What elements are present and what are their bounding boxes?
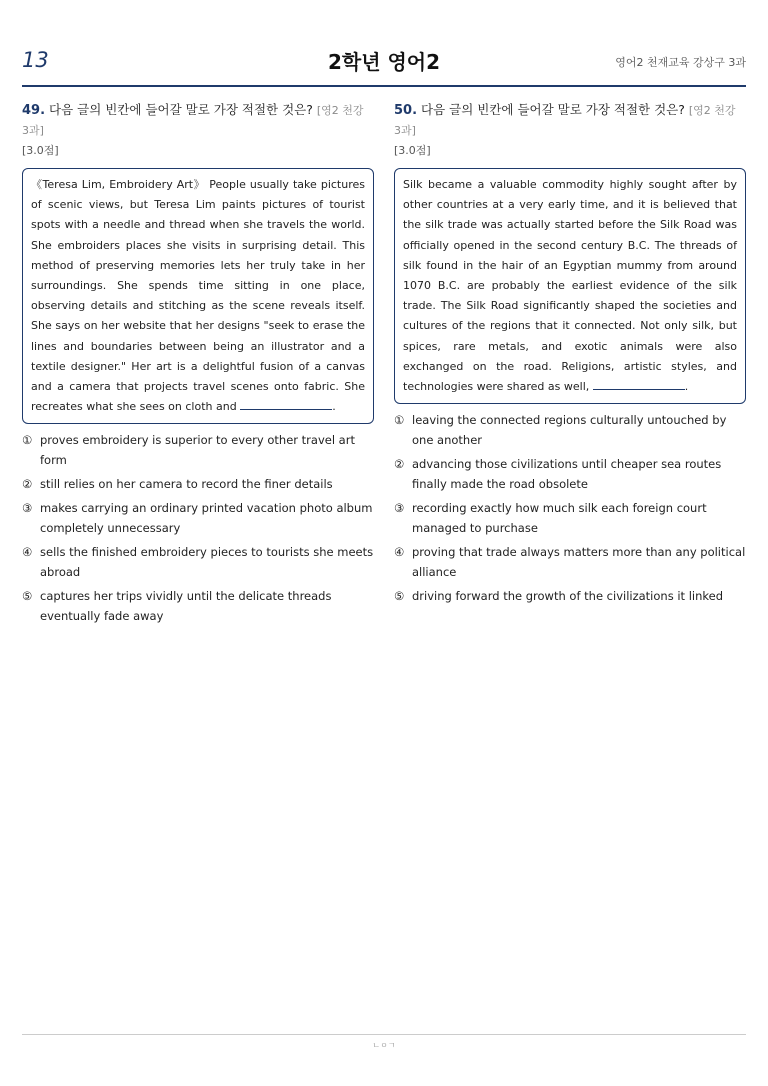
answer-choice[interactable] xyxy=(22,542,374,582)
question-points: [3.0점] xyxy=(22,144,59,157)
page-title: 2학년 영어2 xyxy=(327,50,441,74)
answer-choice[interactable] xyxy=(394,586,746,606)
answer-choice[interactable] xyxy=(22,430,374,470)
header-divider xyxy=(22,85,746,87)
choice-number: ② xyxy=(22,477,33,492)
answer-choices xyxy=(22,430,374,626)
choice-number: ⑤ xyxy=(22,589,33,604)
choice-text: makes carrying an ordinary printed vacation photo album completely unnecessary xyxy=(40,501,373,536)
choice-number: ⑤ xyxy=(394,589,405,604)
choice-number: ③ xyxy=(22,501,33,516)
choice-number: ③ xyxy=(394,501,405,516)
answer-choices xyxy=(394,410,746,606)
choice-text: proves embroidery is superior to every other travel art form xyxy=(40,433,355,468)
passage-end: . xyxy=(684,380,689,394)
question-number: 50. xyxy=(394,103,418,118)
choice-text: advancing those civilizations until cheaper sea routes finally made the road obsolete xyxy=(412,457,722,492)
passage-box xyxy=(22,168,374,424)
question-prompt: 다음 글의 빈칸에 들어갈 말로 가장 적절한 것은? xyxy=(421,102,685,117)
answer-choice[interactable] xyxy=(22,498,374,538)
choice-number: ④ xyxy=(394,545,405,560)
choice-text: proving that trade always matters more than any political alliance xyxy=(412,545,746,580)
question-points: [3.0점] xyxy=(394,144,431,157)
choice-number: ① xyxy=(22,433,33,448)
choice-text: sells the finished embroidery pieces to tourists she meets abroad xyxy=(40,545,374,580)
question-header xyxy=(394,100,746,160)
passage-text: 《Teresa Lim, Embroidery Art》 People usually take pictures of scenic views, but Teresa Lim paints pictures of tourist spots with a needle and thread when she travels the world. She embroiders places she visits in surprising detail. This method of preserving memories lets her truly take in her surroundings. She spends time sitting in one place, observing details and stitching as the scene reveals itself. She says on her website that her designs "seek to erase the lines and boundaries between being an illustrator and a textile designer." Her art is a delightful fusion of a canvas and a camera that projects travel scenes onto fabric. She recreates what she sees on cloth and xyxy=(31,178,365,414)
question-number: 49. xyxy=(22,103,46,118)
choice-number: ① xyxy=(394,413,405,428)
answer-blank xyxy=(240,397,332,410)
choice-text: recording exactly how much silk each foreign court managed to purchase xyxy=(412,501,707,536)
answer-blank xyxy=(593,377,685,390)
question-50 xyxy=(394,100,746,610)
question-49 xyxy=(22,100,374,630)
question-source: [영2 천강 3과] xyxy=(22,104,364,137)
header-meta: 영어2 천재교육 강상구 3과 xyxy=(615,56,746,69)
passage-box xyxy=(394,168,746,404)
answer-choice[interactable] xyxy=(394,498,746,538)
question-header xyxy=(22,100,374,160)
answer-choice[interactable] xyxy=(394,410,746,450)
choice-number: ④ xyxy=(22,545,33,560)
passage-text: Silk became a valuable commodity highly sought after by other countries at a very early time, and it is believed that the silk trade was actually started before the Silk Road was officially opened in the second century B.C. The threads of silk found in the hair of an Egyptian mummy from around 1070 B.C. are probably the earliest evidence of the silk trade. The Silk Road significantly shaped the societies and cultures of the regions that it connected. Not only silk, but spices, rare metals, and exotic animals were also exchanged on the road. Religions, artistic styles, and technologies were shared as well, xyxy=(403,178,737,394)
answer-choice[interactable] xyxy=(394,542,746,582)
page-number: 13 xyxy=(22,48,49,72)
choice-text: driving forward the growth of the civilizations it linked xyxy=(412,589,724,604)
question-source: [영2 천강 3과] xyxy=(394,104,736,137)
footer-divider xyxy=(22,1034,746,1035)
choice-text: captures her trips vividly until the delicate threads eventually fade away xyxy=(40,589,332,624)
answer-choice[interactable] xyxy=(22,474,374,494)
choice-text: leaving the connected regions culturally untouched by one another xyxy=(412,413,727,448)
answer-choice[interactable] xyxy=(394,454,746,494)
question-prompt: 다음 글의 빈칸에 들어갈 말로 가장 적절한 것은? xyxy=(49,102,313,117)
choice-number: ② xyxy=(394,457,405,472)
footer-mark: ㄴㅇㄱ xyxy=(372,1041,396,1050)
answer-choice[interactable] xyxy=(22,586,374,626)
page-header xyxy=(22,40,746,86)
passage-end: . xyxy=(332,400,336,414)
choice-text: still relies on her camera to record the finer details xyxy=(40,477,333,492)
